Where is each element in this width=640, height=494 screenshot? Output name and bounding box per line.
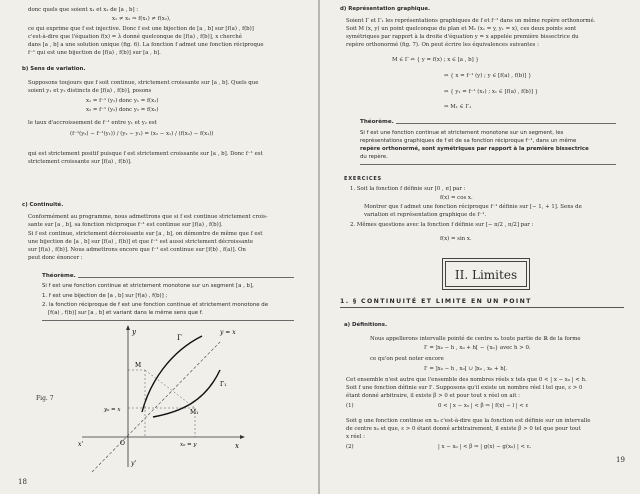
text-line: peut donc énoncer :: [28, 255, 83, 261]
theorem-line: 2. la fonction réciproque de f est une fonction continue et strictement monotone de: [42, 302, 269, 308]
theorem-line: [f(a) , f(b)] sur [a , b] et variant dans le même sens que f.: [48, 310, 204, 316]
text-line: Soit g une fonction continue en x₀ c'est-à-dire que la fonction est définie sur un intervalle: [346, 418, 591, 424]
theorem-rule: [78, 277, 294, 278]
section-heading-d: d) Représentation graphique.: [340, 6, 431, 12]
text-line: de centre x₀ et que, ε > 0 étant donné arbitrairement, il existe β > 0 tel que pour tout: [346, 426, 581, 432]
text-line: Si f est continue, strictement décroissante sur [a , b], on démontre de même que f est: [28, 231, 263, 237]
figure-7: [70, 322, 270, 472]
page-number-right: 19: [616, 456, 625, 464]
figure-caption: Fig. 7: [36, 395, 54, 402]
math-line: I' = ]x₀ − h , x₀[ ∪ ]x₀ , x₀ + h[.: [424, 366, 508, 372]
text-line: symétriques par rapport à la droite d'équation y = x appelée première bissectrice du: [346, 34, 579, 40]
theorem-rule: [396, 123, 616, 124]
theorem-line: du repère.: [360, 154, 388, 160]
equivalence-line: ⇔ { y₁ = f⁻¹ (x₁) ; x₁ ∈ [f(a) , f(b)] }: [444, 89, 539, 95]
x-axis-arrow: [240, 435, 245, 439]
text-line: ce qui exprime que f est injective. Donc f est une bijection de [a , b] sur [f(a) , f(b)]: [28, 26, 254, 32]
math-line: x₁ ≠ x₂ ⇒ f(x₁) ≠ f(x₂),: [112, 16, 171, 22]
label-m: M: [135, 362, 142, 369]
y-axis-arrow: [126, 325, 130, 330]
text-line: Supposons toujours que f soit continue, strictement croissante sur [a , b]. Quels que: [28, 80, 259, 86]
chapter-title: II. Limites: [445, 261, 527, 287]
theorem-label: Théorème.: [42, 273, 76, 279]
exercise-line: 1. Soit la fonction f définie sur [0 , π] par :: [350, 186, 466, 192]
text-line: Soient Γ et Γ₁ les représentations graphiques de f et f⁻¹ dans un même repère orthonormé.: [346, 18, 596, 24]
label-origin: O: [120, 440, 125, 447]
equation-number: (1): [346, 403, 354, 409]
math-line: I' = ]x₀ − h , x₀ + h[ − {x₀} avec h > 0.: [424, 345, 531, 351]
text-line: ce qu'on peut noter encore: [370, 356, 444, 362]
math-line: x₂ = f⁻¹ (y₂) donc y₂ = f(x₂): [86, 107, 159, 113]
text-line: étant donné arbitraire, il existe β > 0 et pour tout x réel on ait :: [346, 393, 520, 399]
text-line: une bijection de [a , b] sur [f(a) , f(b)] et que f⁻¹ est aussi strictement décroissante: [28, 239, 254, 245]
equivalence-line: ⇔ { x = f⁻¹ (y) ; y ∈ [f(a) , f(b)] }: [444, 73, 532, 79]
text-line: donc quels que soient x₁ et x₂ de [a , b] :: [28, 7, 139, 13]
theorem-line: Si f est une fonction continue et strictement monotone sur un segment [a , b],: [42, 283, 254, 289]
text-line: soient y₁ et y₂ distincts de [f(a) , f(b)], posons: [28, 88, 152, 94]
section-title: 1. § CONTINUITÉ ET LIMITE EN UN POINT: [340, 298, 532, 305]
text-line: sur [f(a) , f(b)]. Nous admettrons encore que f⁻¹ est continue sur [f(b) , f(a)]. On: [28, 247, 246, 253]
text-line: qui est strictement positif puisque f est strictement croissante sur [a , b]. Donc f⁻¹ est: [28, 151, 263, 157]
exercise-line: Montrer que f admet une fonction réciproque f⁻¹ définie sur [− 1, + 1]. Sens de: [364, 204, 582, 210]
exercises-label: EXERCICES: [344, 176, 382, 182]
guide-line: [145, 370, 195, 408]
section-rule: [340, 307, 624, 308]
math-fraction: (f⁻¹(y₂) − f⁻¹(y₁)) / (y₂ − y₁) = (x₂ − x₁) / (f(x₂) − f(x₁)): [70, 131, 214, 137]
page-number-left: 18: [18, 478, 27, 486]
right-page: [320, 0, 640, 494]
text-line: Soit M (x, y) un point quelconque du plan et M₁ (x₁ = y, y₁ = x), ces deux points sont: [346, 26, 577, 32]
equivalence-line: M ∈ Γ ⇔ { y = f(x) ; x ∈ [a , b] }: [392, 57, 479, 63]
label-y: y: [132, 328, 136, 336]
exercise-math: f(x) = cos x.: [440, 195, 473, 201]
theorem-rule-bottom: [42, 320, 294, 321]
label-gamma: Γ: [177, 334, 182, 342]
label-x0y: x₀ = y: [180, 442, 197, 448]
text-line: le taux d'accroissement de f⁻¹ entre y₁ et y₂ est: [28, 120, 157, 126]
text-line: x réel :: [346, 434, 365, 440]
text-line: strictement croissante sur [f(a) , f(b)].: [28, 159, 132, 165]
theorem-rule-bottom: [360, 164, 616, 165]
exercise-math: f(x) = sin x.: [440, 236, 472, 242]
label-m1: M₁: [190, 409, 199, 416]
curve-gamma: [142, 336, 202, 412]
label-gamma1: Γ₁: [220, 381, 227, 388]
left-page: [0, 0, 318, 494]
exercise-line: 2. Mêmes questions avec la fonction f définie sur [− π/2 , π/2] par :: [350, 222, 534, 228]
section-heading-b: b) Sens de variation.: [22, 66, 86, 72]
text-line: c'est-à-dire que l'équation f(x) = λ donné quelconque de [f(a) , f(b)], x cherché: [28, 34, 242, 40]
label-x-prime: x': [78, 441, 84, 448]
math-line: 0 < | x − x₀ | < β ⇒ | f(x) − l | < ε: [438, 403, 529, 409]
section-heading-a: a) Définitions.: [344, 322, 388, 328]
equivalence-line: ⇔ M₁ ∈ Γ₁: [444, 104, 472, 110]
text-line: Conformément au programme, nous admettrons que si f est continue strictement crois-: [28, 214, 268, 220]
text-line: f⁻¹ qui est une bijection de [f(a) , f(b)] sur [a , b].: [28, 50, 161, 56]
equation-number: (2): [346, 444, 354, 450]
math-line: | x − x₀ | < β ⇒ | g(x) − g(x₀) | < ε.: [438, 444, 532, 450]
label-x: x: [235, 442, 239, 450]
math-line: x₁ = f⁻¹ (y₁) donc y₁ = f(x₁): [86, 98, 159, 104]
curve-gamma1: [153, 370, 220, 417]
text-line: Soit f une fonction définie sur I'. Supposons qu'il existe un nombre réel l tel que, ε > 0: [346, 385, 583, 391]
theorem-line: Si f est une fonction continue et strictement monotone sur un segment, les: [360, 130, 564, 136]
theorem-line: 1. f est une bijection de [a , b] sur [f(a) , f(b)] ;: [42, 293, 168, 299]
label-bisector: y = x: [220, 329, 236, 336]
text-line: Cet ensemble n'est autre que l'ensemble des nombres réels x tels que 0 < | x − x₀ | < h.: [346, 377, 587, 383]
exercise-line: variation et représentation graphique de f⁻¹.: [364, 212, 487, 218]
theorem-line: représentations graphiques de f et de sa fonction réciproque f⁻¹, dans un même: [360, 138, 577, 144]
chapter-title-box: [442, 258, 530, 290]
label-y-prime: y': [131, 460, 137, 467]
section-heading-c: c) Continuité.: [22, 202, 64, 208]
text-line: dans [a , b] a une solution unique (fig. 6). La fonction f admet une fonction réciproque: [28, 42, 264, 48]
text-line: Nous appellerons intervalle pointé de centre x₀ toute partie de ℝ de la forme: [370, 336, 581, 342]
text-line: repère orthonormé (fig. 7). On peut écrire les équivalences suivantes :: [346, 42, 539, 48]
theorem-label: Théorème.: [360, 119, 394, 125]
theorem-line: repère orthonormé, sont symétriques par rapport à la première bissectrice: [360, 146, 589, 152]
label-y0x: y₀ = x: [104, 407, 121, 413]
text-line: sante sur [a , b], sa fonction réciproque f⁻¹ est continue sur [f(a) , f(b)].: [28, 222, 223, 228]
